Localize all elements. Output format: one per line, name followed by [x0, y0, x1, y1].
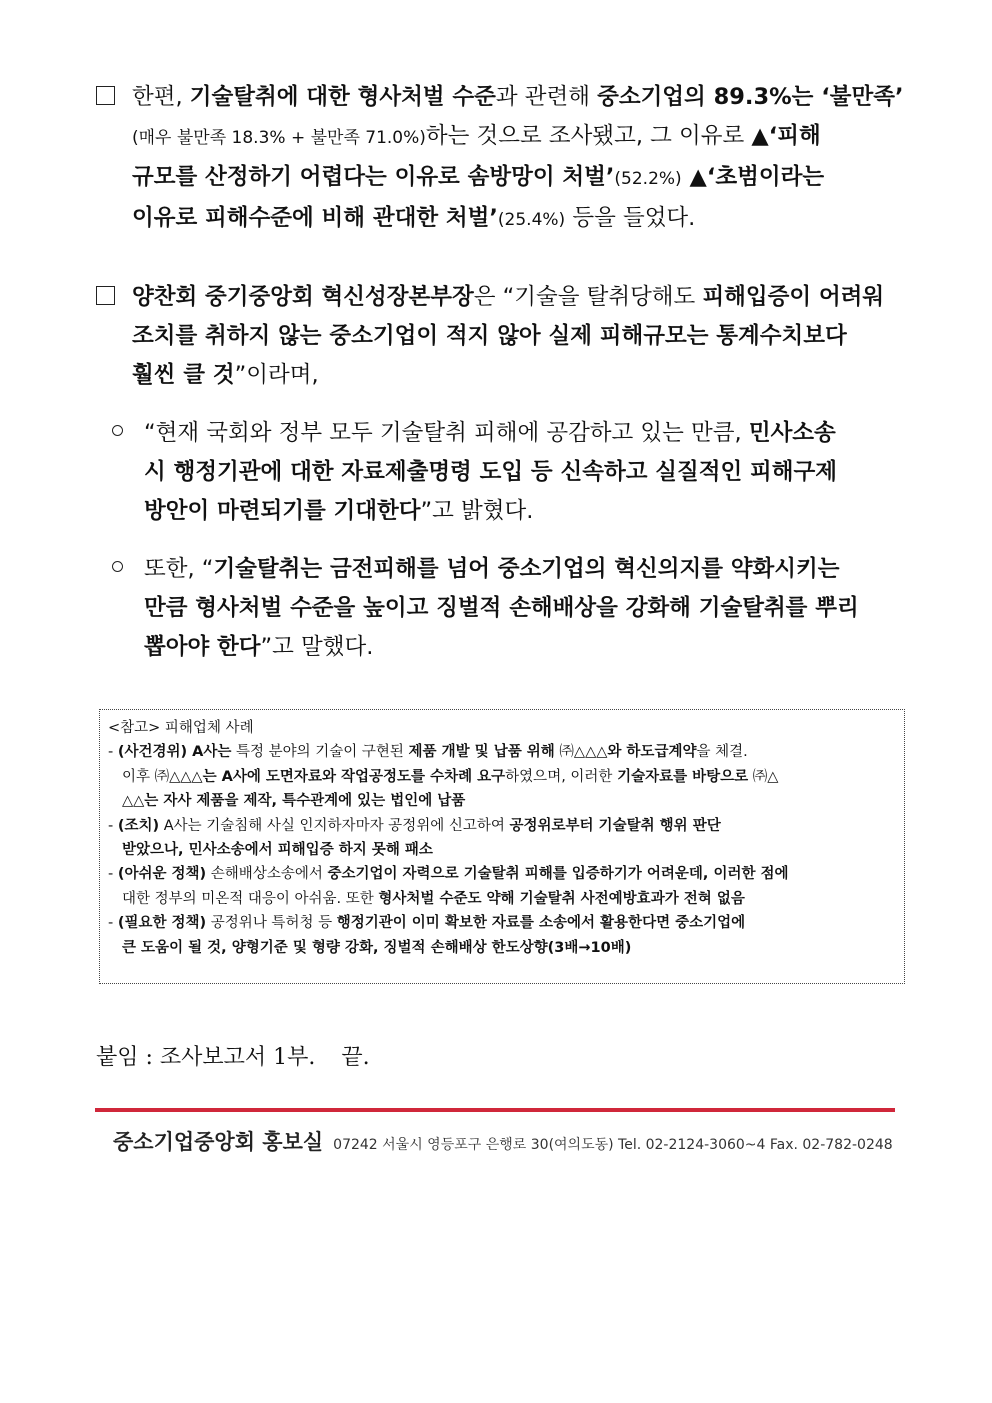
- line: 조치를 취하지 않는 중소기업이 적지 않아 실제 피해규모는 통계수치보다: [132, 323, 847, 349]
- sub-bullet-civil-suit: [112, 414, 902, 531]
- text-run: 받았으나, 민사소송에서 피해입증 하지 못해 패소: [122, 842, 433, 859]
- paragraph-executive-quote: [96, 278, 900, 395]
- text-run: 행정기관이 이미 확보한 자료를 소송에서 활용한다면 중소기업에: [336, 915, 746, 932]
- text-run: -: [108, 817, 118, 834]
- line: 만큼 형사처벌 수준을 높이고 징벌적 손해배상을 강화해 기술탈취를 뿌리: [144, 595, 859, 621]
- text-run: ㈜△△△: [554, 744, 608, 761]
- checkbox-square-icon: [96, 78, 132, 117]
- footer: [113, 1126, 893, 1156]
- sub-bullet-criminal-penalty: [112, 550, 902, 667]
- reference-line: [108, 789, 894, 813]
- reference-line: [108, 814, 894, 838]
- reference-title: <참고> 피해업체 사례: [108, 720, 254, 736]
- text-run: △△는 자사 제품을 제작, 특수관계에 있는 법인에 납품: [122, 793, 466, 810]
- text-run: 기술자료를 바탕으로: [617, 768, 749, 785]
- text-run: 큰 도움이 될 것, 양형기준 및 형량 강화, 징벌적 손해배상 한도상향(3배→10배): [122, 939, 632, 956]
- reference-line: [108, 887, 894, 911]
- reference-line: [108, 911, 894, 935]
- line: 또한, “기술탈취는 금전피해를 넘어 중소기업의 혁신의지를 약화시키는: [112, 550, 902, 589]
- line: (매우 불만족 18.3% + 불만족 71.0%)하는 것으로 조사됐고, 그 이유로 ▲‘피해: [132, 123, 821, 149]
- attachment-note: [96, 1040, 370, 1071]
- text-run: 손해배상소송에서: [206, 866, 328, 883]
- text-run: 을 체결.: [696, 744, 748, 761]
- contact-address: 07242 서울시 영등포구 은행로 30(여의도동) Tel. 02-2124-3060~4 Fax. 02-782-0248: [333, 1137, 893, 1153]
- text-run: 공정위나 특허청 등: [206, 915, 337, 932]
- organization-name: 중소기업중앙회 홍보실: [113, 1130, 324, 1154]
- text-run: -: [108, 915, 118, 932]
- line: 시 행정기관에 대한 자료제출명령 도입 등 신속하고 실질적인 피해구제: [144, 459, 837, 485]
- reference-line: [108, 740, 894, 764]
- text-run: ㈜△: [748, 768, 779, 785]
- text-run: (필요한 정책): [117, 915, 207, 932]
- reference-case-box: [99, 709, 905, 984]
- line: 이유로 피해수준에 비해 관대한 처벌’(25.4%) 등을 들었다.: [132, 205, 696, 231]
- line: 양찬회 중기중앙회 혁신성장본부장은 “기술을 탈취당해도 피해입증이 어려워: [96, 278, 900, 317]
- text-run: 대한 정부의 미온적 대응이 아쉬움. 또한: [122, 890, 379, 907]
- line: 뽑아야 한다”고 말했다.: [144, 634, 374, 660]
- reference-line: [108, 765, 894, 789]
- footer-divider: [95, 1108, 895, 1112]
- line: “현재 국회와 정부 모두 기술탈취 피해에 공감하고 있는 만큼, 민사소송: [112, 414, 902, 453]
- reference-line: [108, 936, 894, 960]
- line: 한편, 기술탈취에 대한 형사처벌 수준과 관련해 중소기업의 89.3%는 ‘불만족’: [96, 78, 900, 117]
- text-run: 제품 개발 및 납품 위해: [408, 744, 555, 761]
- text-run: 하였으며, 이러한: [505, 768, 618, 785]
- checkbox-square-icon: [96, 278, 132, 317]
- text-run: -: [108, 866, 118, 883]
- reference-line: [108, 862, 894, 886]
- paragraph-survey-result: [96, 78, 904, 240]
- text-run: A사는 기술침해 사실 인지하자마자 공정위에 신고하여: [159, 817, 510, 834]
- text-run: 공정위로부터 기술탈취 행위 판단: [509, 817, 721, 834]
- text-run: 중소기업이 자력으로 기술탈취 피해를 입증하기가 어려운데, 이러한 점에: [327, 866, 789, 883]
- text-run: 이후 ㈜△△△: [122, 768, 203, 785]
- text-run: -: [108, 744, 118, 761]
- text-run: 형사처벌 수준도 약해 기술탈취 사전예방효과가 전혀 없음: [378, 890, 745, 907]
- line: 훨씬 클 것”이라며,: [132, 362, 319, 388]
- text-run: (사건경위) A사는: [117, 744, 232, 761]
- text-run: (조치): [117, 817, 160, 834]
- line: 방안이 마련되기를 기대한다”고 밝혔다.: [144, 498, 534, 524]
- text-run: 와 하도급계약: [607, 744, 697, 761]
- text-run: (아쉬운 정책): [117, 866, 207, 883]
- text-run: 특정 분야의 기술이 구현된: [231, 744, 409, 761]
- reference-line: [108, 838, 894, 862]
- end-mark: 끝.: [341, 1045, 370, 1070]
- attachment-label: 붙임 : 조사보고서 1부.: [96, 1045, 316, 1070]
- circle-bullet-icon: [112, 414, 144, 453]
- circle-bullet-icon: [112, 550, 144, 589]
- text-run: 는 A사에 도면자료와 작업공정도를 수차례 요구: [202, 768, 506, 785]
- line: 규모를 산정하기 어렵다는 이유로 솜방망이 처벌’(52.2%) ▲‘초범이라는: [132, 164, 825, 190]
